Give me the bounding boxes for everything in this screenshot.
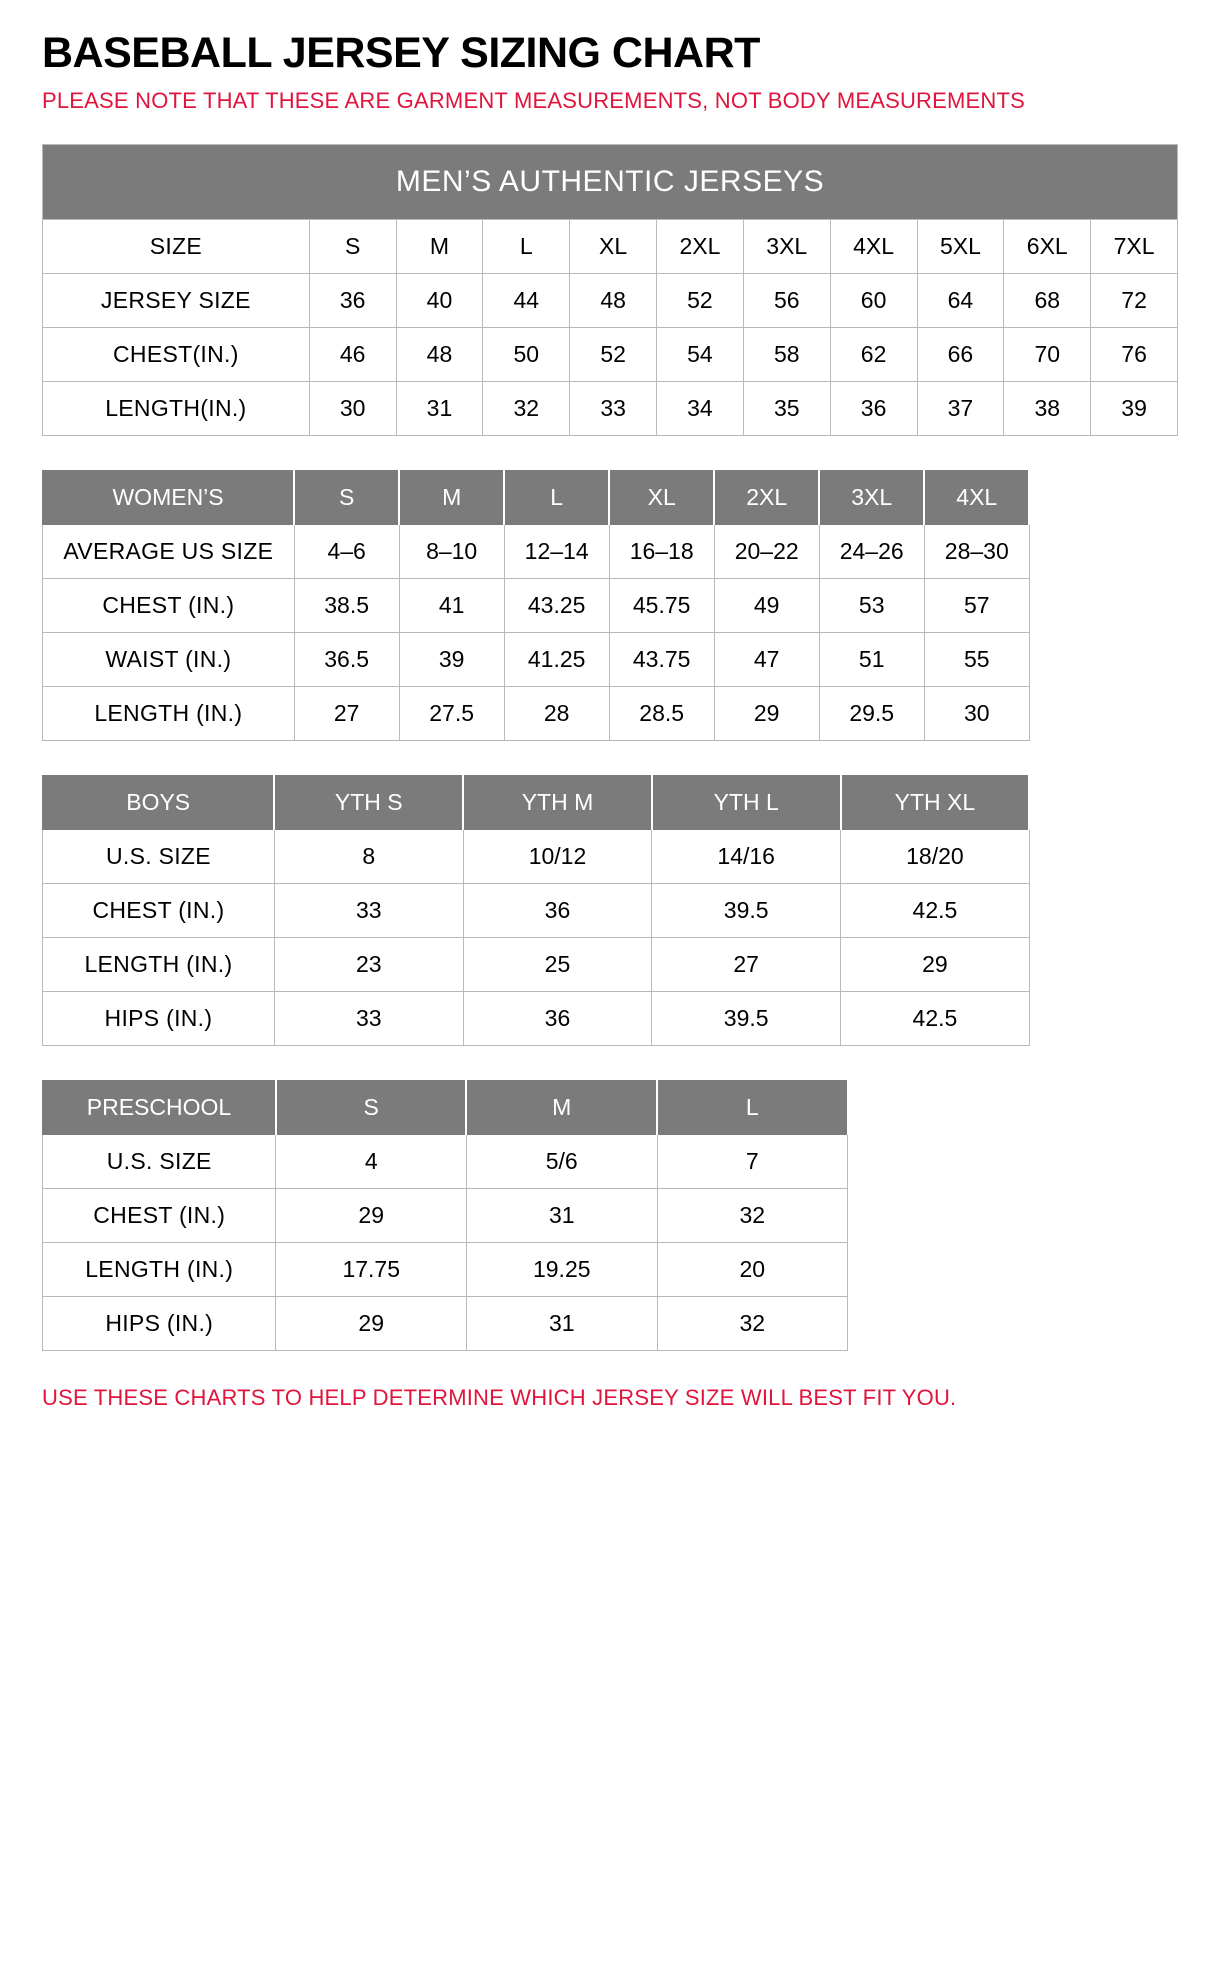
table-cell: 31 (396, 381, 483, 435)
table-cell: 46 (309, 327, 396, 381)
preschool-size-m: M (466, 1080, 657, 1134)
mens-size-xl: XL (570, 219, 657, 273)
mens-size-4xl: 4XL (830, 219, 917, 273)
table-row (43, 1296, 848, 1350)
table-cell: 38.5 (294, 578, 399, 632)
table-cell: 27 (294, 686, 399, 740)
table-cell: 41.25 (504, 632, 609, 686)
table-cell: 39 (1091, 381, 1178, 435)
table-row (43, 1242, 848, 1296)
table-cell: 48 (396, 327, 483, 381)
mens-size-7xl: 7XL (1091, 219, 1178, 273)
table-row (43, 524, 1030, 578)
boys-size-yth-xl: YTH XL (841, 775, 1030, 829)
table-cell: 28 (504, 686, 609, 740)
table-cell: 4 (276, 1134, 467, 1188)
table-cell: 70 (1004, 327, 1091, 381)
table-cell: 60 (830, 273, 917, 327)
table-cell: 55 (924, 632, 1029, 686)
table-cell: 48 (570, 273, 657, 327)
table-cell: 25 (463, 937, 652, 991)
womens-sizing-table (42, 470, 1030, 741)
table-row (43, 578, 1030, 632)
row-label-chest: CHEST (IN.) (43, 1188, 276, 1242)
mens-size-6xl: 6XL (1004, 219, 1091, 273)
womens-size-xl: XL (609, 470, 714, 524)
table-row (43, 1188, 848, 1242)
table-cell: 35 (743, 381, 830, 435)
page-title: BASEBALL JERSEY SIZING CHART (42, 29, 760, 77)
table-cell: 49 (714, 578, 819, 632)
table-cell: 28–30 (924, 524, 1029, 578)
preschool-header-label: PRESCHOOL (43, 1080, 276, 1134)
table-row (43, 1134, 848, 1188)
table-cell: 33 (570, 381, 657, 435)
table-cell: 54 (657, 327, 744, 381)
table-cell: 42.5 (841, 883, 1030, 937)
row-label-size: SIZE (43, 219, 310, 273)
table-cell: 42.5 (841, 991, 1030, 1045)
table-cell: 27 (652, 937, 841, 991)
table-cell: 43.25 (504, 578, 609, 632)
mens-banner: MEN’S AUTHENTIC JERSEYS (43, 144, 1178, 219)
table-cell: 32 (657, 1296, 848, 1350)
boys-table-body (43, 775, 1030, 1045)
table-cell: 64 (917, 273, 1004, 327)
table-cell: 51 (819, 632, 924, 686)
table-cell: 58 (743, 327, 830, 381)
mens-size-l: L (483, 219, 570, 273)
boys-size-yth-l: YTH L (652, 775, 841, 829)
table-cell: 47 (714, 632, 819, 686)
page-subtitle: PLEASE NOTE THAT THESE ARE GARMENT MEASUREMENTS, NOT BODY MEASUREMENTS (42, 88, 1026, 114)
table-cell: 43.75 (609, 632, 714, 686)
table-cell: 31 (466, 1296, 657, 1350)
table-cell: 20 (657, 1242, 848, 1296)
row-label-chest: CHEST (IN.) (43, 578, 295, 632)
table-row (43, 686, 1030, 740)
row-label-length: LENGTH (IN.) (43, 686, 295, 740)
row-label-hips: HIPS (IN.) (43, 991, 275, 1045)
table-row (43, 883, 1030, 937)
row-label-chest: CHEST(IN.) (43, 327, 310, 381)
row-label-length: LENGTH(IN.) (43, 381, 310, 435)
table-cell: 7 (657, 1134, 848, 1188)
table-cell: 33 (274, 883, 463, 937)
table-row (43, 381, 1178, 435)
table-cell: 76 (1091, 327, 1178, 381)
preschool-size-s: S (276, 1080, 467, 1134)
preschool-sizing-table (42, 1080, 849, 1351)
table-cell: 5/6 (466, 1134, 657, 1188)
womens-size-2xl: 2XL (714, 470, 819, 524)
table-cell: 41 (399, 578, 504, 632)
table-cell: 52 (657, 273, 744, 327)
table-cell: 17.75 (276, 1242, 467, 1296)
table-cell: 33 (274, 991, 463, 1045)
womens-size-s: S (294, 470, 399, 524)
row-label-chest: CHEST (IN.) (43, 883, 275, 937)
table-cell: 31 (466, 1188, 657, 1242)
row-label-waist: WAIST (IN.) (43, 632, 295, 686)
table-cell: 40 (396, 273, 483, 327)
womens-size-m: M (399, 470, 504, 524)
table-cell: 32 (483, 381, 570, 435)
table-cell: 62 (830, 327, 917, 381)
womens-size-4xl: 4XL (924, 470, 1029, 524)
row-label-us-size: U.S. SIZE (43, 1134, 276, 1188)
womens-table-body (43, 470, 1030, 740)
table-row (43, 632, 1030, 686)
mens-size-5xl: 5XL (917, 219, 1004, 273)
boys-header-row (43, 775, 1030, 829)
table-cell: 36 (463, 883, 652, 937)
preschool-size-l: L (657, 1080, 848, 1134)
table-cell: 56 (743, 273, 830, 327)
boys-sizing-table (42, 775, 1030, 1046)
table-cell: 19.25 (466, 1242, 657, 1296)
mens-size-3xl: 3XL (743, 219, 830, 273)
table-cell: 8 (274, 829, 463, 883)
table-cell: 36 (309, 273, 396, 327)
table-cell: 50 (483, 327, 570, 381)
table-row (43, 829, 1030, 883)
table-cell: 18/20 (841, 829, 1030, 883)
table-row (43, 327, 1178, 381)
table-cell: 29 (276, 1296, 467, 1350)
table-cell: 27.5 (399, 686, 504, 740)
row-label-jersey-size: JERSEY SIZE (43, 273, 310, 327)
table-cell: 37 (917, 381, 1004, 435)
row-label-length: LENGTH (IN.) (43, 1242, 276, 1296)
womens-header-label: WOMEN’S (43, 470, 295, 524)
womens-size-l: L (504, 470, 609, 524)
preschool-header-row (43, 1080, 848, 1134)
table-cell: 29.5 (819, 686, 924, 740)
mens-size-s: S (309, 219, 396, 273)
table-cell: 52 (570, 327, 657, 381)
table-cell: 29 (276, 1188, 467, 1242)
table-cell: 16–18 (609, 524, 714, 578)
row-label-us-size: U.S. SIZE (43, 829, 275, 883)
table-row (43, 273, 1178, 327)
mens-banner-row (43, 144, 1178, 219)
row-label-average-us-size: AVERAGE US SIZE (43, 524, 295, 578)
table-cell: 12–14 (504, 524, 609, 578)
mens-size-row (43, 219, 1178, 273)
table-row (43, 991, 1030, 1045)
table-cell: 34 (657, 381, 744, 435)
table-cell: 14/16 (652, 829, 841, 883)
table-cell: 39.5 (652, 883, 841, 937)
table-cell: 45.75 (609, 578, 714, 632)
boys-header-label: BOYS (43, 775, 275, 829)
table-cell: 68 (1004, 273, 1091, 327)
table-cell: 36 (830, 381, 917, 435)
table-cell: 36.5 (294, 632, 399, 686)
boys-size-yth-m: YTH M (463, 775, 652, 829)
table-cell: 23 (274, 937, 463, 991)
womens-header-row (43, 470, 1030, 524)
table-cell: 20–22 (714, 524, 819, 578)
table-cell: 8–10 (399, 524, 504, 578)
table-cell: 10/12 (463, 829, 652, 883)
table-row (43, 937, 1030, 991)
table-cell: 30 (924, 686, 1029, 740)
mens-size-m: M (396, 219, 483, 273)
table-cell: 24–26 (819, 524, 924, 578)
row-label-length: LENGTH (IN.) (43, 937, 275, 991)
table-cell: 39.5 (652, 991, 841, 1045)
table-cell: 39 (399, 632, 504, 686)
table-cell: 29 (841, 937, 1030, 991)
boys-size-yth-s: YTH S (274, 775, 463, 829)
row-label-hips: HIPS (IN.) (43, 1296, 276, 1350)
table-cell: 72 (1091, 273, 1178, 327)
womens-size-3xl: 3XL (819, 470, 924, 524)
table-cell: 66 (917, 327, 1004, 381)
table-cell: 53 (819, 578, 924, 632)
table-cell: 4–6 (294, 524, 399, 578)
table-cell: 36 (463, 991, 652, 1045)
table-cell: 44 (483, 273, 570, 327)
mens-sizing-table (42, 144, 1178, 436)
mens-size-2xl: 2XL (657, 219, 744, 273)
preschool-table-body (43, 1080, 848, 1350)
table-cell: 30 (309, 381, 396, 435)
table-cell: 38 (1004, 381, 1091, 435)
table-cell: 32 (657, 1188, 848, 1242)
mens-table-body (43, 144, 1178, 435)
table-cell: 29 (714, 686, 819, 740)
table-cell: 57 (924, 578, 1029, 632)
footer-note: USE THESE CHARTS TO HELP DETERMINE WHICH JERSEY SIZE WILL BEST FIT YOU. (42, 1384, 957, 1410)
table-cell: 28.5 (609, 686, 714, 740)
